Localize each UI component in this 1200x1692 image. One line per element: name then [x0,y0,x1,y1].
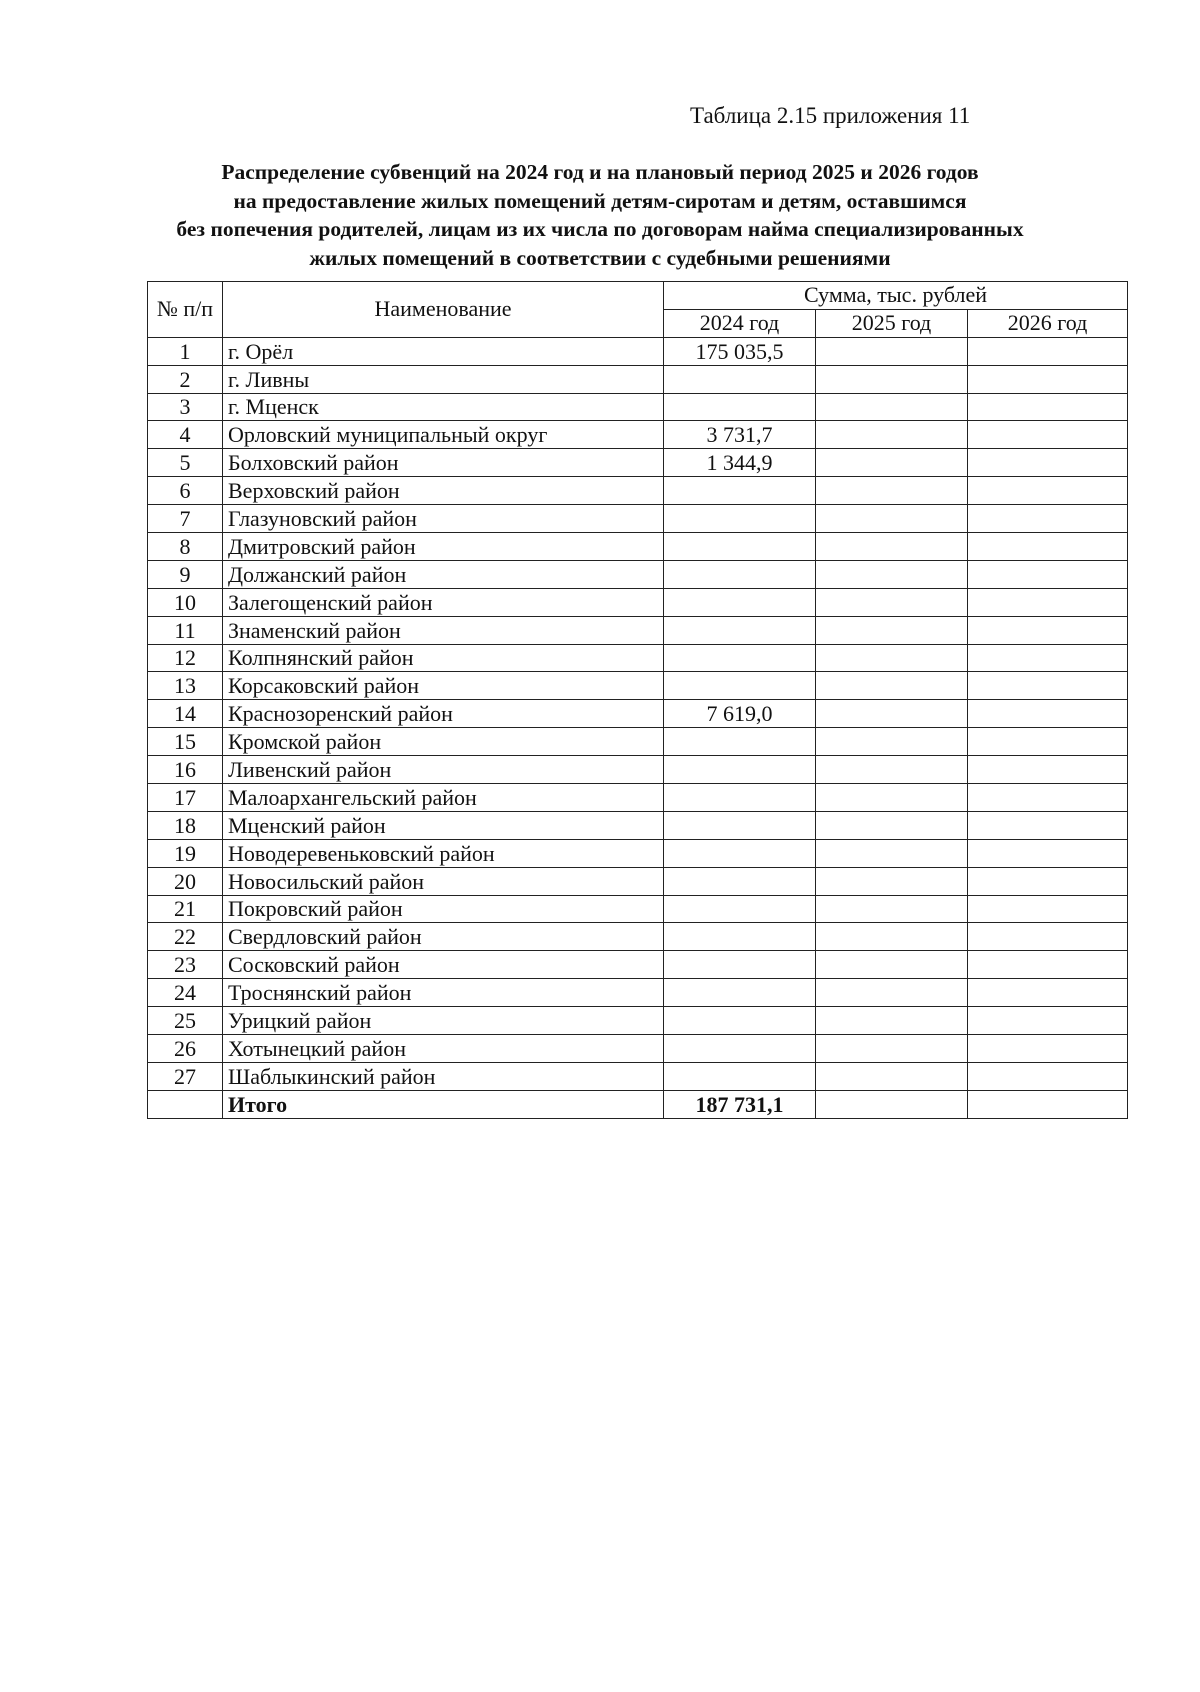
header-year-2025: 2025 год [816,309,968,337]
row-name: Колпнянский район [223,644,664,672]
table-row [148,393,1128,421]
table-row [148,728,1128,756]
row-value-2025 [816,811,968,839]
row-value-2024 [664,728,816,756]
table-row [148,616,1128,644]
total-number [148,1090,223,1118]
table-row [148,839,1128,867]
document-title [0,158,1200,272]
table-row [148,923,1128,951]
row-value-2025 [816,756,968,784]
row-value-2025 [816,728,968,756]
row-name: Покровский район [223,895,664,923]
row-value-2025 [816,505,968,533]
row-number: 2 [148,365,223,393]
row-value-2025 [816,839,968,867]
table-row [148,979,1128,1007]
row-value-2024 [664,784,816,812]
row-name: Малоархангельский район [223,784,664,812]
row-value-2025 [816,951,968,979]
total-value-2025 [816,1090,968,1118]
row-value-2026 [968,1035,1128,1063]
table-header-row [148,282,1128,310]
row-value-2026 [968,477,1128,505]
row-value-2024 [664,477,816,505]
row-value-2026 [968,1007,1128,1035]
row-value-2026 [968,588,1128,616]
row-value-2025 [816,1035,968,1063]
row-value-2025 [816,560,968,588]
table-row [148,951,1128,979]
header-name: Наименование [223,282,664,338]
header-sum-group: Сумма, тыс. рублей [664,282,1128,310]
row-value-2026 [968,979,1128,1007]
row-number: 25 [148,1007,223,1035]
row-value-2026 [968,728,1128,756]
table-row [148,365,1128,393]
row-number: 15 [148,728,223,756]
row-value-2026 [968,337,1128,365]
row-number: 27 [148,1062,223,1090]
row-value-2024 [664,1062,816,1090]
row-value-2024 [664,979,816,1007]
row-name: г. Ливны [223,365,664,393]
table-row [148,505,1128,533]
header-year-2024: 2024 год [664,309,816,337]
row-value-2025 [816,393,968,421]
table-row [148,756,1128,784]
row-value-2025 [816,784,968,812]
row-name: Новодеревеньковский район [223,839,664,867]
row-number: 10 [148,588,223,616]
row-name: Дмитровский район [223,533,664,561]
row-value-2025 [816,672,968,700]
table-row [148,533,1128,561]
row-value-2026 [968,1062,1128,1090]
subsidy-table [147,281,1128,1119]
row-name: Свердловский район [223,923,664,951]
row-name: Верховский район [223,477,664,505]
row-value-2024 [664,951,816,979]
row-value-2024 [664,1035,816,1063]
row-value-2025 [816,979,968,1007]
table-row [148,588,1128,616]
row-value-2024 [664,588,816,616]
table-row [148,700,1128,728]
row-number: 5 [148,449,223,477]
row-value-2024 [664,895,816,923]
title-line: без попечения родителей, лицам из их числа по договорам найма специализированных [176,217,1024,242]
row-value-2026 [968,560,1128,588]
row-value-2025 [816,588,968,616]
appendix-label: Таблица 2.15 приложения 11 [690,103,971,128]
row-value-2025 [816,923,968,951]
row-number: 8 [148,533,223,561]
table-row [148,867,1128,895]
row-value-2024 [664,756,816,784]
table-total-row [148,1090,1128,1118]
row-number: 1 [148,337,223,365]
row-name: Урицкий район [223,1007,664,1035]
row-name: Мценский район [223,811,664,839]
row-value-2026 [968,923,1128,951]
row-value-2024 [664,672,816,700]
row-number: 24 [148,979,223,1007]
row-name: Болховский район [223,449,664,477]
row-value-2026 [968,533,1128,561]
row-value-2026 [968,449,1128,477]
table-row [148,449,1128,477]
header-year-2026: 2026 год [968,309,1128,337]
row-value-2024 [664,1007,816,1035]
header-num: № п/п [148,282,223,338]
row-name: Залегощенский район [223,588,664,616]
row-name: Новосильский район [223,867,664,895]
title-line: на предоставление жилых помещений детям-сиротам и детям, оставшимся [233,188,967,213]
row-number: 17 [148,784,223,812]
row-name: Троснянский район [223,979,664,1007]
row-value-2024 [664,616,816,644]
row-value-2026 [968,421,1128,449]
row-number: 7 [148,505,223,533]
row-value-2026 [968,700,1128,728]
row-value-2026 [968,672,1128,700]
row-value-2025 [816,477,968,505]
title-line: Распределение субвенций на 2024 год и на плановый период 2025 и 2026 годов [221,160,979,184]
table-row [148,337,1128,365]
row-value-2025 [816,700,968,728]
row-name: Шаблыкинский район [223,1062,664,1090]
row-name: г. Орёл [223,337,664,365]
row-number: 11 [148,616,223,644]
row-value-2025 [816,644,968,672]
row-value-2026 [968,393,1128,421]
row-name: Должанский район [223,560,664,588]
row-number: 18 [148,811,223,839]
row-value-2024 [664,839,816,867]
row-value-2024 [664,867,816,895]
table-row [148,477,1128,505]
row-value-2024 [664,811,816,839]
row-name: Краснозоренский район [223,700,664,728]
table-row [148,1035,1128,1063]
row-value-2025 [816,867,968,895]
row-number: 19 [148,839,223,867]
row-value-2025 [816,449,968,477]
row-value-2024 [664,644,816,672]
table-row [148,811,1128,839]
row-value-2026 [968,784,1128,812]
row-value-2025 [816,616,968,644]
row-number: 26 [148,1035,223,1063]
row-number: 9 [148,560,223,588]
row-value-2026 [968,616,1128,644]
row-value-2026 [968,867,1128,895]
table-row [148,672,1128,700]
row-value-2026 [968,505,1128,533]
row-name: Сосковский район [223,951,664,979]
row-number: 3 [148,393,223,421]
row-value-2026 [968,365,1128,393]
row-name: Орловский муниципальный округ [223,421,664,449]
row-name: Корсаковский район [223,672,664,700]
row-value-2024 [664,365,816,393]
row-value-2024 [664,533,816,561]
row-number: 16 [148,756,223,784]
row-value-2025 [816,1007,968,1035]
row-number: 4 [148,421,223,449]
row-value-2026 [968,839,1128,867]
row-number: 6 [148,477,223,505]
row-value-2024 [664,560,816,588]
row-value-2025 [816,365,968,393]
row-name: Знаменский район [223,616,664,644]
row-value-2026 [968,895,1128,923]
row-value-2026 [968,811,1128,839]
table-row [148,421,1128,449]
row-value-2024 [664,393,816,421]
row-value-2024: 3 731,7 [664,421,816,449]
row-value-2024: 175 035,5 [664,337,816,365]
row-value-2025 [816,1062,968,1090]
total-label: Итого [223,1090,664,1118]
title-line: жилых помещений в соответствии с судебными решениями [309,245,891,270]
row-value-2025 [816,421,968,449]
row-value-2024: 7 619,0 [664,700,816,728]
table-row [148,560,1128,588]
row-name: г. Мценск [223,393,664,421]
row-number: 13 [148,672,223,700]
row-value-2025 [816,337,968,365]
row-value-2025 [816,533,968,561]
row-value-2026 [968,951,1128,979]
table-row [148,644,1128,672]
row-number: 22 [148,923,223,951]
table-row [148,784,1128,812]
table-row [148,1062,1128,1090]
row-name: Хотынецкий район [223,1035,664,1063]
row-value-2024: 1 344,9 [664,449,816,477]
total-value-2026 [968,1090,1128,1118]
row-value-2024 [664,505,816,533]
table-row [148,895,1128,923]
row-name: Ливенский район [223,756,664,784]
row-name: Кромской район [223,728,664,756]
table-row [148,1007,1128,1035]
row-number: 23 [148,951,223,979]
total-value-2024: 187 731,1 [664,1090,816,1118]
row-number: 21 [148,895,223,923]
row-name: Глазуновский район [223,505,664,533]
row-number: 12 [148,644,223,672]
row-value-2025 [816,895,968,923]
row-number: 20 [148,867,223,895]
row-value-2026 [968,756,1128,784]
row-number: 14 [148,700,223,728]
row-value-2024 [664,923,816,951]
row-value-2026 [968,644,1128,672]
